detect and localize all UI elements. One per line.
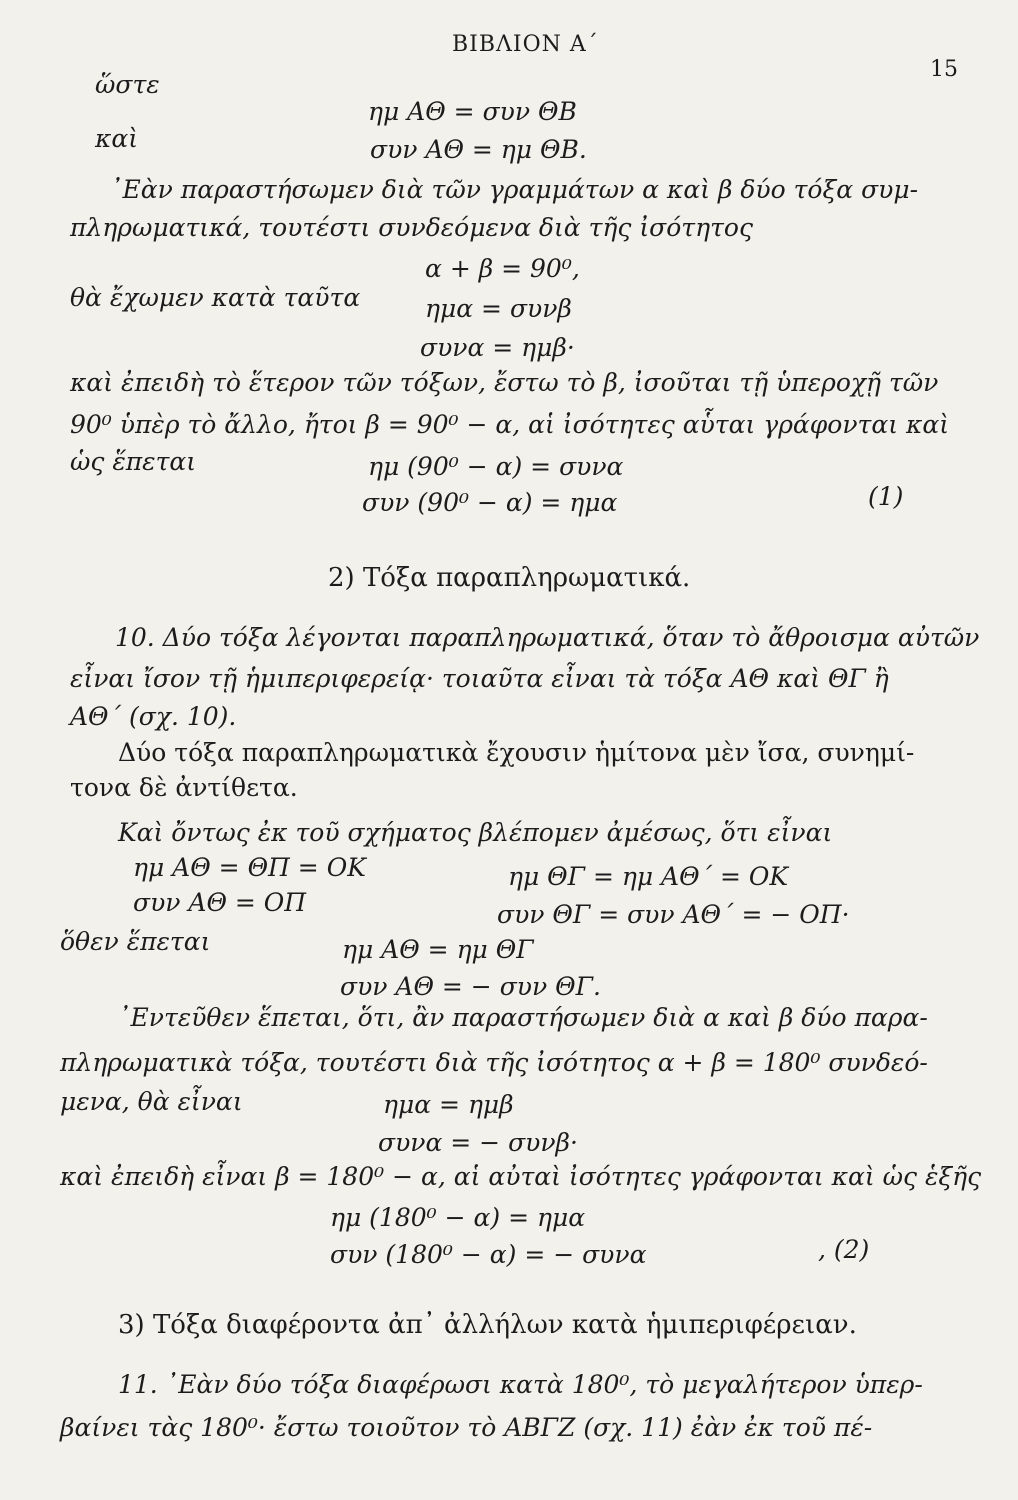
text-line: μενα, θὰ εἶναι bbox=[60, 1087, 243, 1116]
equation: ημ ΑΘ = ΘΠ = ΟΚ bbox=[133, 853, 366, 882]
equation: συν ΑΘ = ΟΠ bbox=[133, 888, 307, 917]
equation: ημ (90⁰ − α) = συνα bbox=[368, 452, 624, 481]
text-line: τονα δὲ ἀντίθετα. bbox=[70, 773, 298, 802]
text-line: 90⁰ ὑπὲρ τὸ ἄλλο, ἤτοι β = 90⁰ − α, αἱ ἰσότητες αὗται γράφονται καὶ bbox=[70, 410, 950, 439]
text-line: βαίνει τὰς 180⁰· ἔστω τοιοῦτον τὸ ΑΒΓΖ (σχ. 11) ἐὰν ἐκ τοῦ πέ- bbox=[60, 1413, 873, 1442]
text-line: πληρωματικὰ τόξα, τουτέστι διὰ τῆς ἰσότητος α + β = 180⁰ συνδεό- bbox=[60, 1048, 928, 1077]
equation: συν ΑΘ = ημ ΘΒ. bbox=[370, 135, 587, 164]
equation: ημ ΑΘ = συν ΘΒ bbox=[368, 97, 577, 126]
equation: α + β = 90⁰, bbox=[425, 254, 580, 283]
text-line: ᾿Εὰν παραστήσωμεν διὰ τῶν γραμμάτων α καὶ β δύο τόξα συμ- bbox=[110, 175, 919, 204]
text-line: Καὶ ὄντως ἐκ τοῦ σχήματος βλέπομεν ἀμέσως, ὅτι εἶναι bbox=[118, 818, 833, 847]
page-number: 15 bbox=[930, 57, 958, 82]
equation: συν ΘΓ = συν ΑΘ΄ = − ΟΠ· bbox=[497, 900, 850, 929]
text-line: εἶναι ἴσον τῇ ἡμιπεριφερείᾳ· τοιαῦτα εἶναι τὰ τόξα ΑΘ καὶ ΘΓ ἢ bbox=[70, 664, 889, 693]
equation: συνα = − συνβ· bbox=[378, 1128, 578, 1157]
text-line: 10. Δύο τόξα λέγονται παραπληρωματικά, ὅταν τὸ ἄθροισμα αὐτῶν bbox=[115, 623, 980, 652]
equation: ημ (180⁰ − α) = ημα bbox=[330, 1203, 586, 1232]
text-line: 11. ᾿Εὰν δύο τόξα διαφέρωσι κατὰ 180⁰, τὸ μεγαλήτερον ὑπερ- bbox=[118, 1370, 923, 1399]
running-title: ΒΙΒΛΙΟΝ Α΄ bbox=[452, 32, 599, 57]
text-line: καὶ bbox=[95, 124, 139, 153]
equation-number: , (2) bbox=[818, 1235, 870, 1264]
text-line: ὅθεν ἕπεται bbox=[60, 927, 211, 956]
text-line: ΑΘ΄ (σχ. 10). bbox=[70, 702, 237, 731]
equation: συν (90⁰ − α) = ημα bbox=[362, 488, 618, 517]
equation: συν ΑΘ = − συν ΘΓ. bbox=[340, 972, 601, 1001]
text-line: πληρωματικά, τουτέστι συνδεόμενα διὰ τῆς ἰσότητος bbox=[70, 213, 753, 242]
text-line: καὶ ἐπειδὴ τὸ ἕτερον τῶν τόξων, ἔστω τὸ β, ἰσοῦται τῇ ὑπεροχῇ τῶν bbox=[70, 368, 939, 397]
text-line: ὡς ἕπεται bbox=[70, 447, 197, 476]
equation: συν (180⁰ − α) = − συνα bbox=[330, 1240, 647, 1269]
equation: ημ ΘΓ = ημ ΑΘ΄ = ΟΚ bbox=[508, 862, 789, 891]
text-line: ᾿Εντεῦθεν ἕπεται, ὅτι, ἂν παραστήσωμεν διὰ α καὶ β δύο παρα- bbox=[118, 1003, 928, 1032]
equation: ημα = ημβ bbox=[383, 1090, 514, 1119]
equation-number: (1) bbox=[868, 482, 904, 511]
section-heading: 2) Τόξα παραπληρωματικά. bbox=[328, 563, 691, 593]
text-line: Δύο τόξα παραπληρωματικὰ ἔχουσιν ἡμίτονα μὲν ἴσα, συνημί- bbox=[118, 738, 915, 767]
equation: ημ ΑΘ = ημ ΘΓ bbox=[342, 935, 534, 964]
equation: συνα = ημβ· bbox=[420, 333, 575, 362]
equation: ημα = συνβ bbox=[425, 294, 572, 323]
text-line: θὰ ἔχωμεν κατὰ ταῦτα bbox=[70, 283, 361, 312]
text-line: ὥστε bbox=[95, 70, 160, 99]
section-heading: 3) Τόξα διαφέροντα ἀπ᾿ ἀλλήλων κατὰ ἡμιπεριφέρειαν. bbox=[118, 1310, 857, 1340]
text-line: καὶ ἐπειδὴ εἶναι β = 180⁰ − α, αἱ αὐταὶ ἰσότητες γράφονται καὶ ὡς ἑξῆς bbox=[60, 1162, 982, 1191]
